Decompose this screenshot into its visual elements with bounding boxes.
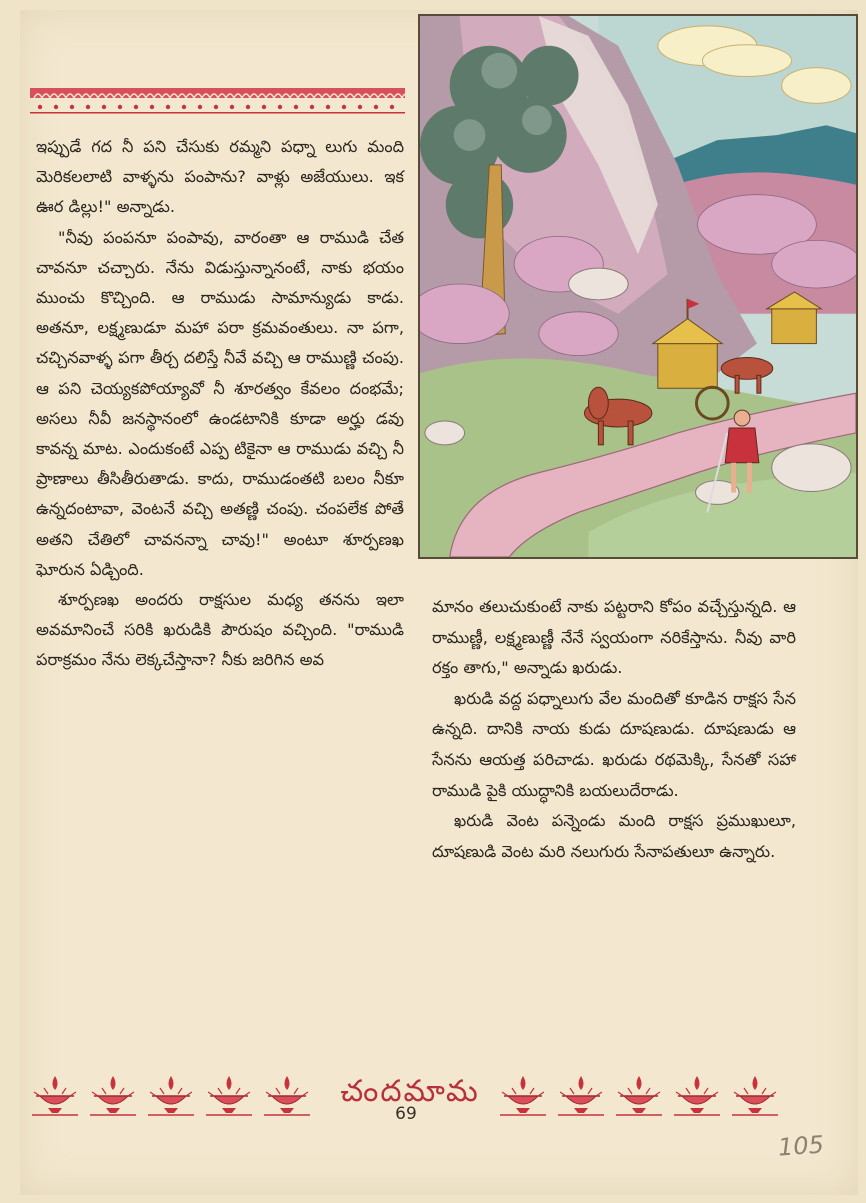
left-paragraph-2: "నీవు పంపనూ పంపావు, వారంతా ఆ రాముడి చేత చావనూ చచ్చారు. నేను విడుస్తున్నానంటే, నాకు భయం ముంచు కొచ్చింది. ఆ రాముడు సామాన్యుడు కాడు. అతనూ, లక్ష్మణుడూ మహా పరా క్రమవంతులు. నా పగా, చచ్చినవాళ్ళ పగా తీర్చ దలిస్తే నీవే వచ్చి ఆ రాముణ్ణి చంపు. ఆ పని చెయ్యకపోయ్యావో నీ శూరత్వం కేవలం దంభమే; అసలు నీవీ జనస్థానంలో ఉండటానికి కూడా అర్హు డవు కావన్న మాట. ఎందుకంటే ఎప్ప టికైనా ఆ రాముడు వచ్చి నీ ప్రాణాలు తీసితీరుతాడు. కాదు, రాముడంతటి బలం నీకూ ఉన్నదంటావా, వెంటనే వచ్చి అతణ్ణి చంపు. చంపలేక పోతే అతని చేతిలో చావనన్నా చావు!" అంటూ శూర్పణఖ ఘోరున ఏడ్చింది. bbox=[36, 227, 404, 579]
oil-lamp-icon bbox=[614, 1072, 664, 1118]
handwritten-page-note: 105 bbox=[777, 1130, 825, 1162]
oil-lamp-icon bbox=[556, 1072, 606, 1118]
right-paragraph-2: ఖరుడి వద్ద పధ్నాలుగు వేల మందితో కూడిన రాక్షస సేన ఉన్నది. దానికి నాయ కుడు దూషణుడు. దూషణుడు ఆ సేనను ఆయత్త పరిచాడు. ఖరుడు రథమెక్కి, సేనతో సహా రాముడి పైకి యుద్ధానికి బయలుదేరాడు. bbox=[432, 688, 796, 800]
left-paragraph-3: శూర్పణఖ అందరు రాక్షసుల మధ్య తనను ఇలా అవమానించే సరికి ఖరుడికి పౌరుషం వచ్చింది. "రాముడి పరాక్రమం నేను లెక్కచేస్తానా? నీకు జరిగిన అవ bbox=[36, 590, 404, 670]
footer-lamps-left bbox=[30, 1072, 312, 1118]
oil-lamp-icon bbox=[730, 1072, 780, 1118]
oil-lamp-icon bbox=[204, 1072, 254, 1118]
oil-lamp-icon bbox=[498, 1072, 548, 1118]
left-paragraph-1: ఇప్పుడే గద నీ పని చేసుకు రమ్మని పధ్నా లుగు మంది మెరికలలాటి వాళ్ళను పంపాను? వాళ్లు అజేయులు. ఇక ఊర డిల్లు!" అన్నాడు. bbox=[36, 137, 404, 217]
right-column-text bbox=[432, 592, 796, 867]
oil-lamp-icon bbox=[146, 1072, 196, 1118]
oil-lamp-icon bbox=[262, 1072, 312, 1118]
oil-lamp-icon bbox=[88, 1072, 138, 1118]
story-illustration bbox=[418, 14, 858, 559]
footer-lamps-right bbox=[498, 1072, 780, 1118]
right-paragraph-3: ఖరుడి వెంట పన్నెండు మంది రాక్షస ప్రముఖులూ, దూషణుడి వెంట మరి నలుగురు సేనాపతులూ ఉన్నారు. bbox=[432, 811, 796, 861]
right-paragraph-1: మానం తలుచుకుంటే నాకు పట్టరాని కోపం వచ్చేస్తున్నది. ఆ రాముణ్ణీ, లక్ష్మణుణ్ణీ నేనే స్వయంగా నరికేస్తాను. నీవు వారి రక్తం తాగు," అన్నాడు ఖరుడు. bbox=[432, 597, 796, 678]
page-number: 69 bbox=[395, 1104, 417, 1124]
magazine-title: చందమామ bbox=[340, 1074, 480, 1109]
oil-lamp-icon bbox=[672, 1072, 722, 1118]
left-column-text bbox=[36, 132, 404, 676]
oil-lamp-icon bbox=[30, 1072, 80, 1118]
decorative-border bbox=[30, 86, 405, 116]
